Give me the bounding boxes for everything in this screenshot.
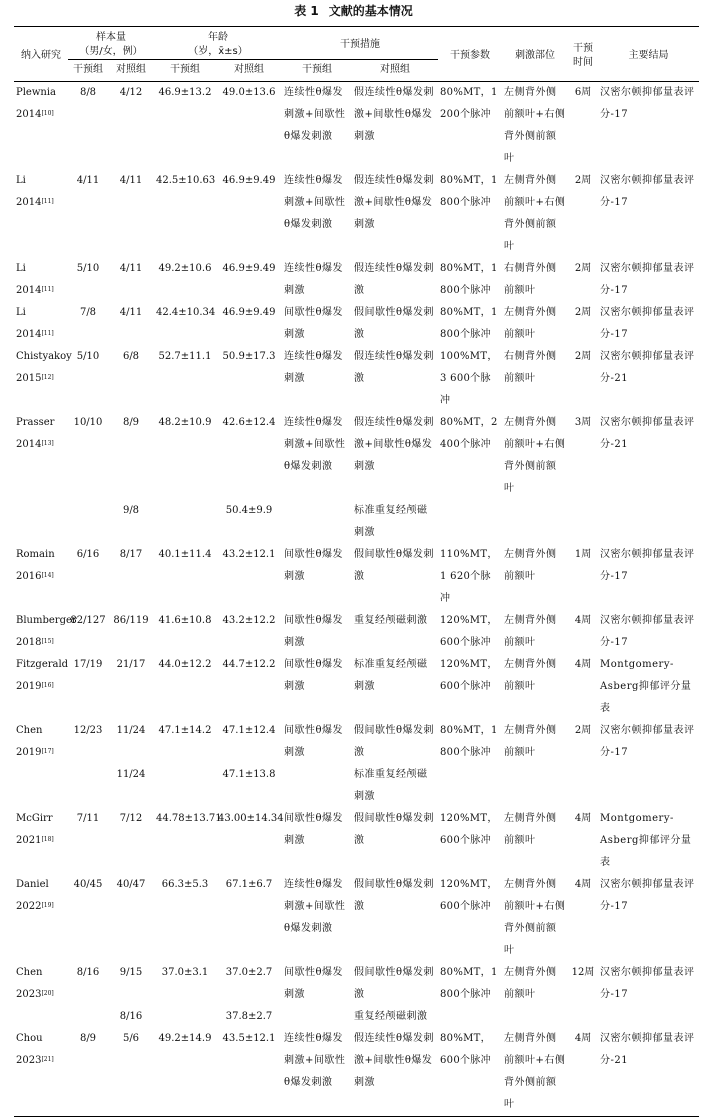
study-name: Li 2014: [16, 307, 42, 340]
cell-a-exp: 42.5±10.63: [156, 175, 216, 186]
cell-a-exp: 40.1±11.4: [158, 549, 212, 560]
cell-outcome: 汉密尔顿抑郁量表评分-21: [600, 417, 695, 450]
cell-s-ctrl: 11/24: [116, 769, 146, 780]
table-row: [14, 544, 699, 610]
cell-s-exp: 10/10: [73, 417, 103, 428]
table-row: [14, 1028, 699, 1117]
cell-a-exp: 66.3±5.3: [161, 879, 209, 890]
cell-time: [568, 500, 598, 544]
table-row: [14, 654, 699, 720]
cell-i-exp: 连续性θ爆发刺激: [284, 263, 344, 296]
cell-s-exp: 12/23: [73, 725, 103, 736]
table-row: [14, 610, 699, 654]
citation-ref[interactable]: [19]: [41, 902, 54, 909]
cell-s-ctrl: 4/12: [119, 87, 143, 98]
table-row: [14, 82, 699, 171]
cell-s-exp: 8/9: [79, 1033, 97, 1044]
cell-s-ctrl: 21/17: [116, 659, 146, 670]
header-age-ctrl: 对照组: [216, 60, 282, 82]
table-row: [14, 764, 699, 808]
cell-a-exp: 46.9±13.2: [158, 87, 212, 98]
cell-i-ctrl: 重复经颅磁刺激: [354, 1011, 428, 1022]
cell-s-ctrl: 9/8: [122, 505, 140, 516]
cell-site: 左侧背外侧前额叶: [504, 549, 557, 582]
cell-s-exp: 6/16: [76, 549, 100, 560]
cell-i-exp: 间歇性θ爆发刺激: [284, 813, 344, 846]
cell-study: [14, 412, 68, 500]
cell-i-ctrl: 重复经颅磁刺激: [354, 615, 428, 626]
cell-a-ctrl: 50.4±9.9: [225, 505, 273, 516]
citation-ref[interactable]: [11]: [41, 198, 54, 205]
citation-ref[interactable]: [20]: [41, 990, 54, 997]
cell-s-exp: 7/8: [79, 307, 97, 318]
cell-s-ctrl: 86/119: [113, 615, 149, 626]
citation-ref[interactable]: [18]: [41, 836, 54, 843]
cell-a-ctrl: 44.7±12.2: [222, 659, 276, 670]
cell-site: 左侧背外侧前额叶+右侧背外侧前额叶: [504, 87, 566, 164]
cell-study: [14, 874, 68, 962]
cell-i-exp: [282, 1006, 352, 1028]
cell-outcome: 汉密尔顿抑郁量表评分-17: [600, 175, 695, 208]
cell-study: [14, 82, 68, 171]
table-row: [14, 962, 699, 1006]
cell-outcome: Montgomery-Asberg抑郁评分量表: [600, 659, 692, 714]
cell-site: 左侧背外侧前额叶: [504, 813, 557, 846]
cell-s-exp: [68, 1006, 108, 1028]
cell-a-ctrl: 43.2±12.2: [222, 615, 276, 626]
cell-site: 左侧背外侧前额叶+右侧背外侧前额叶: [504, 417, 566, 494]
cell-s-ctrl: 6/8: [122, 351, 140, 362]
cell-params: 110%MT，1 620个脉冲: [440, 549, 498, 604]
cell-time: 2周: [574, 263, 592, 274]
study-name: Chistyakoy 2015: [16, 351, 72, 384]
cell-s-ctrl: 7/12: [119, 813, 143, 824]
study-name: Li 2014: [16, 175, 42, 208]
citation-ref[interactable]: [12]: [41, 374, 54, 381]
study-name: McGirr 2021: [16, 813, 53, 846]
cell-a-ctrl: 37.0±2.7: [225, 967, 273, 978]
cell-a-ctrl: 47.1±12.4: [222, 725, 276, 736]
cell-params: 120%MT，600个脉冲: [440, 659, 498, 692]
cell-site: 右侧背外侧前额叶: [504, 263, 557, 296]
table-row: [14, 874, 699, 962]
cell-outcome: Montgomery-Asberg抑郁评分量表: [600, 813, 692, 868]
table-caption: [0, 2, 707, 19]
citation-ref[interactable]: [11]: [41, 330, 54, 337]
cell-outcome: 汉密尔顿抑郁量表评分-17: [600, 879, 695, 912]
citation-ref[interactable]: [15]: [41, 638, 54, 645]
table-row: [14, 170, 699, 258]
cell-s-exp: 5/10: [76, 263, 100, 274]
table-row: [14, 1006, 699, 1028]
header-outcome: 主要结局: [598, 27, 699, 82]
study-name: Chen 2023: [16, 967, 43, 1000]
table-row: [14, 412, 699, 500]
cell-s-exp: 4/11: [76, 175, 100, 186]
cell-i-exp: 连续性θ爆发刺激+间歇性θ爆发刺激: [284, 87, 346, 142]
cell-s-ctrl: 5/6: [122, 1033, 140, 1044]
study-name: Prasser 2014: [16, 417, 55, 450]
header-time: 干预时间: [568, 27, 598, 82]
cell-params: 80%MT，1 200个脉冲: [440, 87, 498, 120]
cell-s-ctrl: 9/15: [119, 967, 143, 978]
cell-time: [568, 764, 598, 808]
cell-study: [14, 170, 68, 258]
cell-a-exp: 44.0±12.2: [158, 659, 212, 670]
cell-i-ctrl: 假间歇性θ爆发刺激: [354, 725, 435, 758]
table-number: 表 1: [294, 4, 319, 18]
cell-s-ctrl: 8/9: [122, 417, 140, 428]
cell-s-exp: 82/127: [70, 615, 106, 626]
header-intervention: 干预措施: [282, 27, 438, 60]
cell-a-ctrl: 49.0±13.6: [222, 87, 276, 98]
cell-site: 左侧背外侧前额叶+右侧背外侧前额叶: [504, 175, 566, 252]
study-name: Plewnia 2014: [16, 87, 57, 120]
cell-params: [438, 764, 502, 808]
cell-i-ctrl: 假间歇性θ爆发刺激: [354, 879, 435, 912]
cell-a-exp: 47.1±14.2: [158, 725, 212, 736]
cell-a-ctrl: 47.1±13.8: [222, 769, 276, 780]
cell-a-exp: [154, 1006, 216, 1028]
cell-s-exp: 8/8: [79, 87, 97, 98]
cell-a-ctrl: 46.9±9.49: [222, 175, 276, 186]
cell-outcome: [598, 500, 699, 544]
cell-a-exp: [154, 500, 216, 544]
cell-site: 左侧背外侧前额叶: [504, 307, 557, 340]
cell-time: 3周: [574, 417, 592, 428]
citation-ref[interactable]: [17]: [41, 748, 54, 755]
header-age: 年龄 （岁，x̄±s）: [154, 27, 282, 60]
study-name: Blumberger 2018: [16, 615, 77, 648]
cell-study: [14, 258, 68, 302]
cell-site: [502, 764, 568, 808]
cell-i-exp: 间歇性θ爆发刺激: [284, 725, 344, 758]
cell-params: [438, 500, 502, 544]
cell-a-exp: 41.6±10.8: [158, 615, 212, 626]
cell-study: [14, 544, 68, 610]
cell-i-ctrl: 假连续性θ爆发刺激: [354, 263, 435, 296]
cell-i-ctrl: 假间歇性θ爆发刺激: [354, 307, 435, 340]
cell-a-ctrl: 42.6±12.4: [222, 417, 276, 428]
cell-i-ctrl: 标准重复经颅磁刺激: [354, 659, 428, 692]
cell-i-exp: 连续性θ爆发刺激+间歇性θ爆发刺激: [284, 1033, 346, 1088]
cell-s-exp: 5/10: [76, 351, 100, 362]
cell-a-exp: 49.2±10.6: [158, 263, 212, 274]
cell-outcome: 汉密尔顿抑郁量表评分-17: [600, 967, 695, 1000]
cell-params: 100%MT，3 600个脉冲: [440, 351, 498, 406]
header-intervention-ctrl: 对照组: [352, 60, 438, 82]
cell-i-exp: 间歇性θ爆发刺激: [284, 659, 344, 692]
cell-params: 80%MT，1 800个脉冲: [440, 967, 498, 1000]
cell-time: 6周: [574, 87, 592, 98]
cell-outcome: 汉密尔顿抑郁量表评分-17: [600, 87, 695, 120]
cell-site: 左侧背外侧前额叶: [504, 967, 557, 1000]
citation-ref[interactable]: [21]: [41, 1056, 54, 1063]
cell-site: 左侧背外侧前额叶+右侧背外侧前额叶: [504, 879, 566, 956]
cell-time: 4周: [574, 813, 592, 824]
header-sample-ctrl: 对照组: [108, 60, 154, 82]
cell-s-exp: 7/11: [76, 813, 100, 824]
cell-a-ctrl: 37.8±2.7: [225, 1011, 273, 1022]
cell-a-exp: 49.2±14.9: [158, 1033, 212, 1044]
cell-s-exp: [68, 764, 108, 808]
study-name: Fitzgerald 2019: [16, 659, 69, 692]
cell-outcome: 汉密尔顿抑郁量表评分-17: [600, 549, 695, 582]
header-site: 刺激部位: [502, 27, 568, 82]
cell-a-ctrl: 50.9±17.3: [222, 351, 276, 362]
study-characteristics-table: [14, 26, 699, 1117]
cell-time: 2周: [574, 307, 592, 318]
cell-site: 左侧背外侧前额叶: [504, 615, 557, 648]
study-name: Chen 2019: [16, 725, 43, 758]
cell-time: 4周: [574, 659, 592, 670]
cell-study: [14, 610, 77, 654]
cell-i-exp: 连续性θ爆发刺激+间歇性θ爆发刺激: [284, 879, 346, 934]
cell-s-ctrl: 8/16: [119, 1011, 143, 1022]
cell-params: [438, 1006, 502, 1028]
cell-i-ctrl: 假间歇性θ爆发刺激: [354, 549, 435, 582]
cell-site: 左侧背外侧前额叶: [504, 725, 557, 758]
cell-study: [14, 808, 68, 874]
cell-study: [14, 654, 68, 720]
cell-i-exp: 间歇性θ爆发刺激: [284, 967, 344, 1000]
cell-s-exp: 40/45: [73, 879, 103, 890]
cell-a-exp: 48.2±10.9: [158, 417, 212, 428]
cell-params: 120%MT，600个脉冲: [440, 615, 498, 648]
cell-site: [502, 1006, 568, 1028]
cell-params: 120%MT，600个脉冲: [440, 813, 498, 846]
cell-i-ctrl: 假连续性θ爆发刺激+间歇性θ爆发刺激: [354, 175, 435, 230]
cell-i-exp: 间歇性θ爆发刺激: [284, 307, 344, 340]
citation-ref[interactable]: [14]: [41, 572, 54, 579]
cell-time: 4周: [574, 615, 592, 626]
cell-i-ctrl: 标准重复经颅磁刺激: [354, 505, 428, 538]
study-name: Daniel 2022: [16, 879, 49, 912]
cell-study: [14, 720, 68, 764]
cell-a-ctrl: 46.9±9.49: [222, 263, 276, 274]
cell-s-ctrl: 11/24: [116, 725, 146, 736]
cell-s-exp: 8/16: [76, 967, 100, 978]
cell-i-exp: [282, 764, 352, 808]
table-row: [14, 808, 699, 874]
cell-i-exp: 间歇性θ爆发刺激: [284, 549, 344, 582]
cell-s-ctrl: 8/17: [119, 549, 143, 560]
table-row: [14, 302, 699, 346]
cell-a-exp: 42.4±10.34: [156, 307, 216, 318]
header-sample-exp: 干预组: [68, 60, 108, 82]
cell-i-ctrl: 假连续性θ爆发刺激+间歇性θ爆发刺激: [354, 417, 435, 472]
cell-a-ctrl: 46.9±9.49: [222, 307, 276, 318]
cell-outcome: 汉密尔顿抑郁量表评分-21: [600, 1033, 695, 1066]
cell-i-ctrl: 假间歇性θ爆发刺激: [354, 813, 435, 846]
cell-s-ctrl: 4/11: [119, 263, 143, 274]
cell-params: 80%MT，2 400个脉冲: [440, 417, 498, 450]
cell-study: [14, 764, 68, 808]
cell-outcome: 汉密尔顿抑郁量表评分-17: [600, 615, 695, 648]
cell-time: 2周: [574, 175, 592, 186]
study-name: Romain 2016: [16, 549, 55, 582]
cell-s-exp: 17/19: [73, 659, 103, 670]
cell-outcome: [598, 1006, 699, 1028]
cell-a-exp: [154, 764, 216, 808]
cell-study: [14, 500, 68, 544]
cell-time: 4周: [574, 1033, 592, 1044]
table-row: [14, 720, 699, 764]
cell-time: [568, 1006, 598, 1028]
header-sample: 样本量 （男/女，例）: [68, 27, 154, 60]
cell-params: 80%MT，1 800个脉冲: [440, 307, 498, 340]
header-study: 纳入研究: [14, 27, 68, 82]
cell-a-exp: 52.7±11.1: [158, 351, 212, 362]
cell-params: 80%MT，1 800个脉冲: [440, 725, 498, 758]
cell-params: 80%MT，1 800个脉冲: [440, 175, 498, 208]
header-params: 干预参数: [438, 27, 502, 82]
table-row: [14, 346, 699, 412]
header-intervention-exp: 干预组: [282, 60, 352, 82]
cell-i-ctrl: 假连续性θ爆发刺激: [354, 351, 435, 384]
cell-params: 80%MT，600个脉冲: [440, 1033, 491, 1066]
study-name: Li 2014: [16, 263, 42, 296]
cell-study: [14, 1028, 68, 1117]
citation-ref[interactable]: [10]: [41, 110, 54, 117]
cell-a-ctrl: 43.5±12.1: [222, 1033, 276, 1044]
citation-ref[interactable]: [11]: [41, 286, 54, 293]
cell-s-ctrl: 40/47: [116, 879, 146, 890]
citation-ref[interactable]: [13]: [41, 440, 54, 447]
cell-s-ctrl: 4/11: [119, 175, 143, 186]
citation-ref[interactable]: [16]: [41, 682, 54, 689]
cell-site: 右侧背外侧前额叶: [504, 351, 557, 384]
cell-study: [14, 962, 68, 1006]
cell-time: 12周: [571, 967, 595, 978]
cell-a-ctrl: 43.00±14.34: [218, 813, 284, 824]
cell-i-ctrl: 标准重复经颅磁刺激: [354, 769, 428, 802]
cell-i-ctrl: 假间歇性θ爆发刺激: [354, 967, 435, 1000]
cell-time: 1周: [574, 549, 592, 560]
cell-study: [14, 1006, 68, 1028]
cell-i-exp: 连续性θ爆发刺激: [284, 351, 344, 384]
cell-a-ctrl: 43.2±12.1: [222, 549, 276, 560]
cell-i-exp: 连续性θ爆发刺激+间歇性θ爆发刺激: [284, 175, 346, 230]
header-age-exp: 干预组: [154, 60, 216, 82]
cell-site: [502, 500, 568, 544]
cell-i-exp: [282, 500, 352, 544]
cell-params: 80%MT，1 800个脉冲: [440, 263, 498, 296]
cell-a-ctrl: 67.1±6.7: [225, 879, 273, 890]
cell-params: 120%MT，600个脉冲: [440, 879, 498, 912]
cell-time: 2周: [574, 725, 592, 736]
study-name: Chou 2023: [16, 1033, 43, 1066]
cell-a-exp: 37.0±3.1: [161, 967, 209, 978]
cell-i-ctrl: 假连续性θ爆发刺激+间歇性θ爆发刺激: [354, 1033, 435, 1088]
table-title: 文献的基本情况: [328, 4, 413, 18]
cell-i-ctrl: 假连续性θ爆发刺激+间歇性θ爆发刺激: [354, 87, 435, 142]
cell-site: 左侧背外侧前额叶+右侧背外侧前额叶: [504, 1033, 566, 1110]
cell-outcome: 汉密尔顿抑郁量表评分-17: [600, 263, 695, 296]
cell-i-exp: 连续性θ爆发刺激+间歇性θ爆发刺激: [284, 417, 346, 472]
cell-s-ctrl: 4/11: [119, 307, 143, 318]
cell-outcome: 汉密尔顿抑郁量表评分-17: [600, 307, 695, 340]
cell-i-exp: 间歇性θ爆发刺激: [284, 615, 344, 648]
cell-s-exp: [68, 500, 108, 544]
cell-study: [14, 302, 68, 346]
cell-a-exp: 44.78±13.71: [156, 813, 222, 824]
cell-time: 2周: [574, 351, 592, 362]
table-row: [14, 258, 699, 302]
cell-outcome: [598, 764, 699, 808]
table-body: [14, 82, 699, 1117]
cell-outcome: 汉密尔顿抑郁量表评分-17: [600, 725, 695, 758]
table-row: [14, 500, 699, 544]
cell-study: [14, 346, 72, 412]
cell-outcome: 汉密尔顿抑郁量表评分-21: [600, 351, 695, 384]
cell-site: 左侧背外侧前额叶: [504, 659, 557, 692]
cell-time: 4周: [574, 879, 592, 890]
